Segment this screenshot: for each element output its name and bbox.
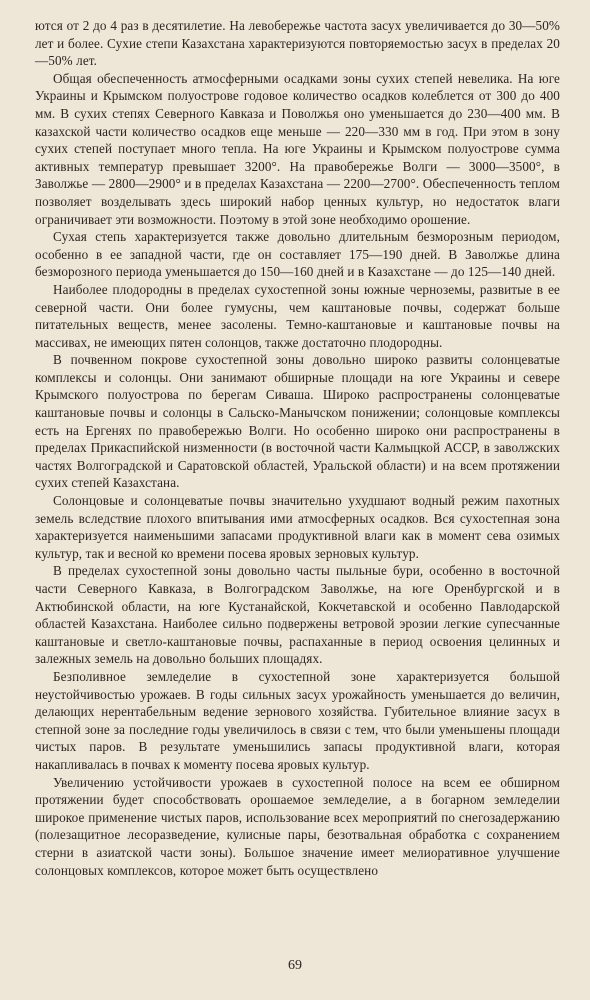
paragraph-3: Сухая степь характеризуется также довольно длительным безморозным периодом, особенно в ее западной части, где он составляет 175—190 дней. В Заволжье длина безморозного периода уменьшается до 150—160 дней и в Казахстане — до 125—140 дней.	[35, 229, 560, 280]
paragraph-2: Общая обеспеченность атмосферными осадками зоны сухих степей невелика. На юге Украины и Крымском полуострове годовое количество осадков колеблется от 300 до 400 мм. В сухих степях Северного Кавказа и Поволжья оно уменьшается до 230—400 мм. В казахской части количество осадков еще меньше — 220—330 мм в год. При этом в зону сухих степей поступает много тепла. На юге Украины и Крымском полуострове сумма активных температур превышает 3200°. На правобережье Волги — 3000—3500°, в Заволжье — 2800—2900° и в пределах Казахстана — 2200—2700°. Обеспеченность теплом позволяет возделывать здесь широкий набор ценных культур, но недостаток влаги ограничивает эти возможности. Поэтому в этой зоне необходимо орошение.	[35, 70, 560, 227]
body-text	[35, 17, 560, 879]
paragraph-6: Солонцовые и солонцеватые почвы значительно ухудшают водный режим пахотных земель вследствие плохого впитывания ими атмосферных осадков. Вся сухостепная зона характеризуется наименьшими запасами продуктивной влаги как в момент сева озимых культур, так и весной ко времени посева яровых зерновых культур.	[35, 493, 560, 561]
paragraph-7: В пределах сухостепной зоны довольно часты пыльные бури, особенно в восточной части Северного Кавказа, в Волгоградском Заволжье, на юге Оренбургской и в Актюбинской области, на юге Кустанайской, Кокчетавской и особенно Павлодарской областей Казахстана. Наиболее сильно подвержены ветровой эрозии легкие супесчанные каштановые и светло-каштановые почвы, распаханные в период освоения целинных и залежных земель на довольно больших площадях.	[35, 563, 560, 667]
paragraph-4: Наиболее плодородны в пределах сухостепной зоны южные черноземы, развитые в ее северной части. Они более гумусны, чем каштановые почвы, содержат больше питательных веществ, менее засолены. Темно-каштановые и каштановые почвы на массивах, не имеющих пятен солонцов, также достаточно плодородны.	[35, 281, 560, 350]
paragraph-1: ются от 2 до 4 раз в десятилетие. На левобережье частота засух увеличивается до 30—50% лет и более. Сухие степи Казахстана характеризуются повторяемостью засух в пределах 20—50% лет.	[35, 18, 560, 69]
paragraph-8: Безполивное земледелие в сухостепной зоне характеризуется большой неустойчивостью урожаев. В годы сильных засух урожайность уменьшается до величин, делающих нерентабельным ведение зернового хозяйства. Губительное влияние засух в степной зоне за последние годы увеличилось в связи с тем, что были уменьшены площади чистых паров. В результате уменьшились запасы продуктивной влаги, которая накапливалась в почвах к моменту посева яровых культур.	[35, 668, 560, 772]
paragraph-9: Увеличению устойчивости урожаев в сухостепной полосе на всем ее обширном протяжении будет способствовать орошаемое земледелие, а в богарном земледелии широкое применение чистых паров, использование всех мероприятий по снегозадержанию (полезащитное лесоразведение, кулисные пары, безотвальная обработка с сохранением стерни в азиатской части зоны). Большое значение имеет мелиоративное улучшение солонцовых комплексов, которое может быть осуществлено	[35, 774, 560, 878]
paragraph-5: В почвенном покрове сухостепной зоны довольно широко развиты солонцеватые комплексы и солонцы. Они занимают обширные площади на юге Украины и севере Крымского полуострова по берегам Сиваша. Широко распространены солонцеватые каштановые почвы и солонцы в Сальско-Манычском понижении; солонцовые комплексы есть на Ергенях по правобережью Волги. Но особенно широко они распространены в пределах Прикаспийской низменности (в восточной части Калмыцкой АССР, в заволжских частях Волгоградской и Саратовской областей, Уральской области) и на всем протяжении сухих степей Казахстана.	[35, 352, 560, 491]
page-number: 69	[288, 958, 302, 973]
